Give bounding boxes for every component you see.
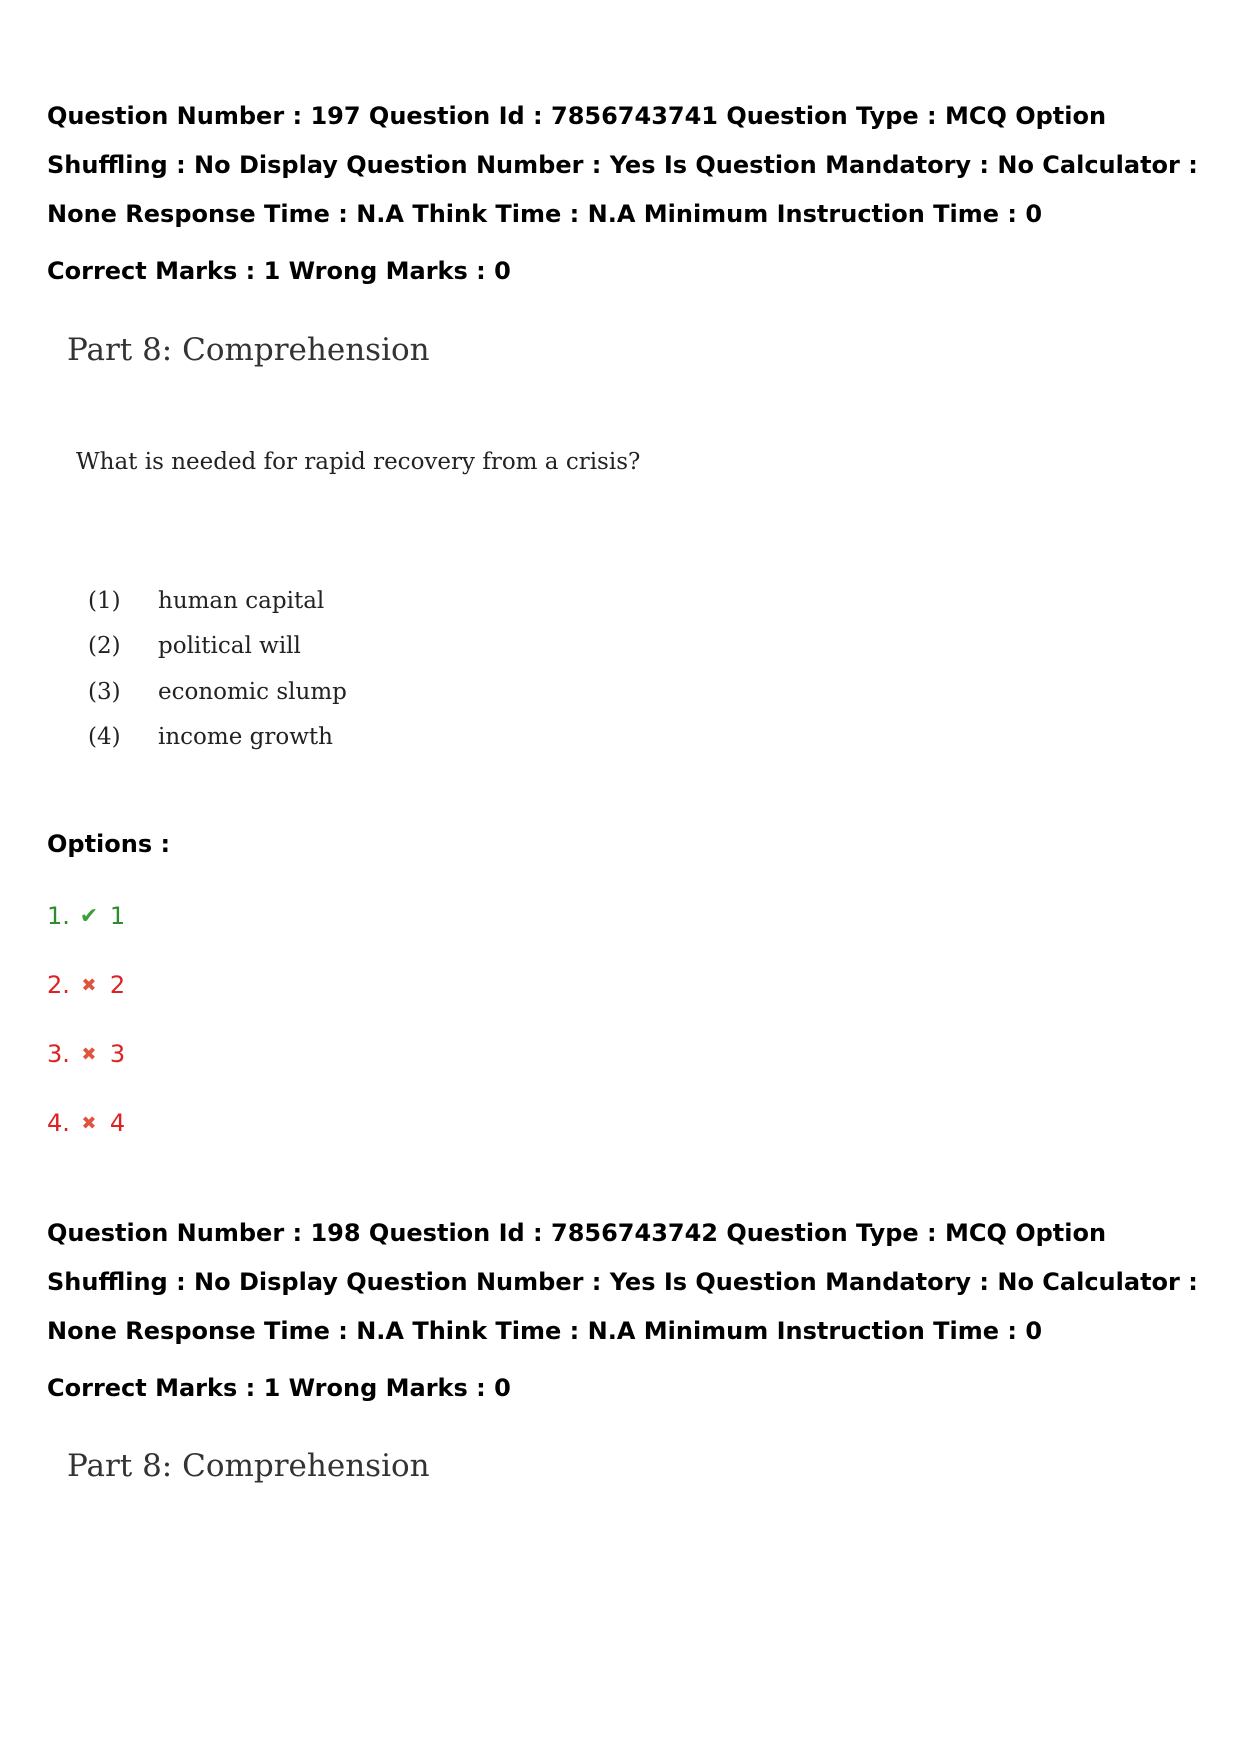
question-marks: Correct Marks : 1 Wrong Marks : 0: [47, 257, 511, 285]
cross-icon: ✖: [81, 1043, 97, 1065]
question-text: What is needed for rapid recovery from a crisis?: [76, 449, 641, 475]
option-item-correct: [47, 896, 125, 936]
choice-number: (4): [88, 724, 121, 751]
choice-text: economic slump: [158, 678, 347, 705]
choice-text: income growth: [158, 724, 333, 751]
choice-item: [88, 624, 347, 670]
option-value: 3: [109, 1040, 126, 1068]
part-title: Part 8: Comprehension: [67, 1448, 430, 1484]
cross-icon: ✖: [81, 974, 97, 996]
option-index: 1.: [47, 902, 70, 930]
option-item-wrong: [47, 965, 125, 1005]
option-item-wrong: [47, 1034, 125, 1074]
question-meta: Question Number : 197 Question Id : 7856743741 Question Type : MCQ Option Shuffling : No Display Question Number : Yes Is Question Mandatory : No Calculator : None Response Time : N.A Think Time : N.A Minimum Instruction Time : 0: [47, 102, 1198, 228]
option-index: 2.: [47, 971, 70, 999]
cross-icon: ✖: [81, 1112, 97, 1134]
option-index: 4.: [47, 1109, 70, 1137]
part-title: Part 8: Comprehension: [67, 332, 430, 368]
choice-text: human capital: [158, 587, 325, 614]
option-item-wrong: [47, 1103, 125, 1143]
option-value: 2: [109, 971, 126, 999]
options-label: Options :: [47, 830, 171, 858]
option-value: 4: [109, 1109, 126, 1137]
check-icon: ✔: [79, 903, 99, 929]
choice-number: (3): [88, 678, 121, 705]
question-meta: Question Number : 198 Question Id : 7856743742 Question Type : MCQ Option Shuffling : No Display Question Number : Yes Is Question Mandatory : No Calculator : None Response Time : N.A Think Time : N.A Minimum Instruction Time : 0: [47, 1219, 1198, 1345]
option-index: 3.: [47, 1040, 70, 1068]
choice-number: (1): [88, 587, 121, 614]
choice-item: [88, 715, 347, 761]
choice-item: [88, 669, 347, 715]
choice-item: [88, 578, 347, 624]
choice-text: political will: [158, 633, 301, 660]
choice-list: [88, 578, 347, 760]
choice-number: (2): [88, 633, 121, 660]
question-marks: Correct Marks : 1 Wrong Marks : 0: [47, 1374, 511, 1402]
option-value: 1: [109, 902, 126, 930]
